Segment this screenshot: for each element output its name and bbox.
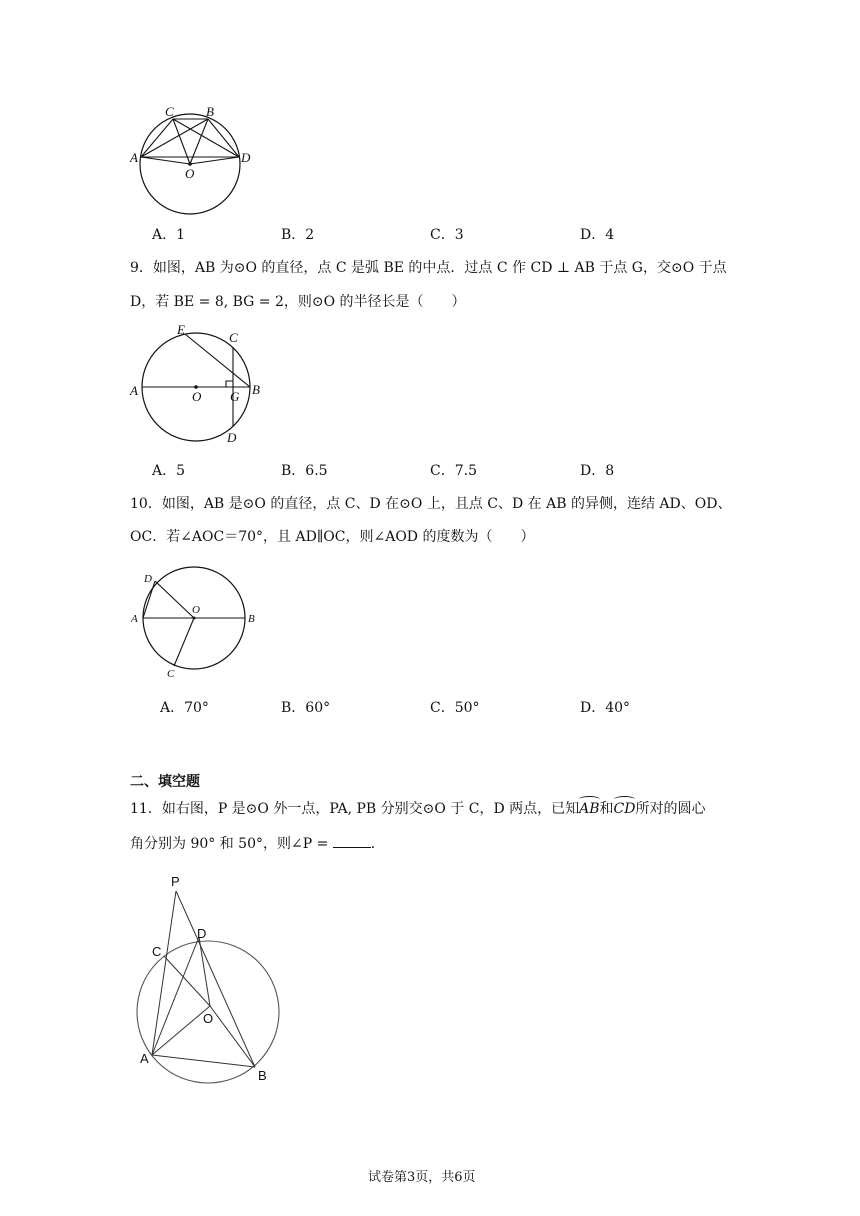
q9-label-g: G	[230, 389, 240, 404]
q10-option-b[interactable]: B．60°	[281, 700, 331, 716]
q11-label-d: D	[197, 926, 207, 941]
q11-label-b: B	[258, 1068, 267, 1083]
figure-q9	[125, 320, 265, 450]
q11-text-line1	[130, 799, 705, 819]
q9-label-d: D	[227, 430, 237, 445]
q11-text-d: 角分别为 90° 和 50°，则∠P =	[130, 836, 329, 852]
q9-text-line1: 9．如图，AB 为⊙O 的直径，点 C 是弧 BE 的中点．过点 C 作 CD ⊥ AB 于点 G，交⊙O 于点	[130, 260, 727, 276]
q11-text-b: 和	[599, 801, 614, 817]
q9-label-o: O	[192, 389, 202, 404]
q8-label-a: A	[130, 150, 138, 165]
q8-option-c[interactable]: C．3	[430, 227, 464, 243]
q8-option-a[interactable]: A．1	[152, 227, 186, 243]
page-footer: 试卷第3页，共6页	[368, 1170, 476, 1185]
q9-label-e: E	[177, 322, 185, 337]
q11-label-a: A	[140, 1051, 149, 1066]
figure-q8	[120, 100, 260, 220]
q11-label-c: C	[152, 944, 162, 959]
q8-label-c: C	[165, 104, 174, 119]
figure-q11	[130, 872, 290, 1092]
q8-label-o: O	[185, 166, 195, 181]
q9-option-b[interactable]: B．6.5	[281, 463, 328, 479]
q9-text-line2: D，若 BE = 8, BG = 2，则⊙O 的半径长是（ ）	[130, 294, 466, 310]
q9-option-a[interactable]: A．5	[152, 463, 186, 479]
arc-cd: CD	[613, 801, 636, 817]
q10-option-a[interactable]: A．70°	[160, 700, 209, 716]
q9-label-a: A	[130, 383, 138, 398]
q11-label-p: P	[171, 874, 180, 889]
q10-label-c: C	[167, 668, 175, 680]
q10-label-a: A	[131, 613, 138, 625]
q10-option-c[interactable]: C．50°	[430, 700, 480, 716]
q10-label-b: B	[248, 613, 255, 625]
q10-label-d: D	[144, 573, 152, 585]
q11-text-a: 11．如右图，P 是⊙O 外一点，PA, PB 分别交⊙O 于 C，D 两点，已知	[130, 801, 580, 817]
q10-label-o: O	[192, 604, 200, 616]
q8-label-b: B	[206, 104, 214, 119]
q10-text-line2: OC．若∠AOC＝70°，且 AD∥OC，则∠AOD 的度数为（ ）	[130, 529, 535, 545]
q10-text-line1: 10．如图，AB 是⊙O 的直径，点 C、D 在⊙O 上，且点 C、D 在 AB 的异侧，连结 AD、OD、	[130, 496, 732, 512]
q11-text-c: 所对的圆心	[635, 801, 706, 817]
arc-ab: AB	[579, 801, 600, 817]
q9-option-c[interactable]: C．7.5	[430, 463, 477, 479]
q11-text-e: ．	[370, 836, 385, 852]
answer-blank[interactable]	[333, 833, 371, 848]
q11-label-o: O	[203, 1011, 214, 1026]
q11-text-line2	[130, 833, 385, 854]
figure-q10	[125, 562, 265, 682]
section-title: 二、填空题	[130, 774, 200, 790]
q8-option-d[interactable]: D．4	[580, 227, 615, 243]
q8-option-b[interactable]: B．2	[281, 227, 315, 243]
q9-option-d[interactable]: D．8	[580, 463, 615, 479]
q9-label-b: B	[252, 382, 260, 397]
q10-option-d[interactable]: D．40°	[580, 700, 631, 716]
q9-label-c: C	[229, 330, 238, 345]
q8-label-d: D	[241, 150, 251, 165]
